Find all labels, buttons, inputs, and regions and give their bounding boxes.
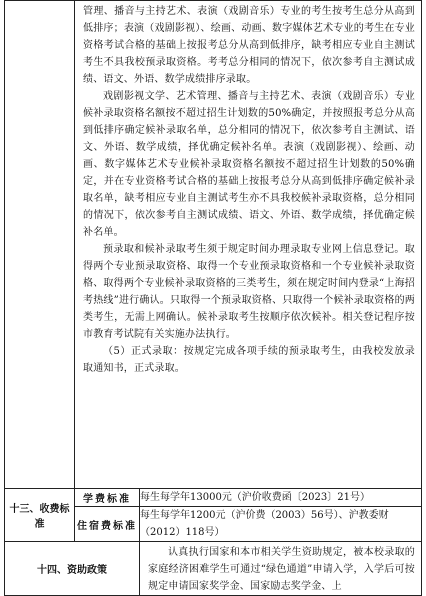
lodging-value: 每生每学年1200元（沪价费（2003）56号）、沪教委财（2012）118号） — [140, 507, 422, 542]
admissions-text-cell — [75, 1, 422, 489]
admissions-paragraph-formal: （5）正式录取：按规定完成各项手续的预录取考生，由我校发放录取通知书，正式录取。 — [83, 346, 415, 374]
blank-label-cell — [5, 1, 75, 489]
admissions-paragraph-registration: 预录取和候补录取考生须于规定时间办理录取专业网上信息登记。取得两个专业预录取资格、取得一个专业预录取资格和一个专业候补录取资格、取得两个专业候补录取资格的三类考生，须在规定时间内登录“上海招考热线”进行确认。只取得一个预录取资格、只取得一个候补录取资格的两类考生，无需上网确认。候补录取考生按顺序依次候补。相关登记程序按市教育考试院有关实施办法执行。 — [83, 244, 415, 340]
admissions-paragraph-waitlist: 戏剧影视文学、艺术管理、播音与主持艺术、表演（戏剧音乐）专业候补录取资格名额按不超过招生计划数的50%确定，并按照报考总分从高到低排序确定候补录取名单，总分相同的情况下，依次参考自主测试、语文、外语、数学成绩，择优确定候补名单。表演（戏剧影视）、绘画、动画、数字媒体艺术专业候补录取资格名额按不超过招生计划数的50%确定，并在专业资格考试合格的基础上按报考总分从高到低排序确定候补录取名单，缺考相应专业自主测试考生亦不具我校候补录取资格，总分相同的情况下，依次参考自主测试成绩、语文、外语、数学成绩，择优确定候补名单。 — [83, 91, 415, 238]
admissions-document-table — [4, 0, 422, 596]
fees-section-label: 十三、收费标准 — [5, 489, 75, 542]
tuition-row — [5, 489, 422, 507]
aid-text-cell — [140, 542, 422, 596]
admissions-text-row — [5, 1, 422, 489]
tuition-label: 学费标准 — [75, 489, 140, 507]
tuition-value: 每生每学年13000元（沪价收费函〔2023〕21号） — [140, 489, 422, 507]
aid-paragraph: 认真执行国家和本市相关学生资助规定，被本校录取的家庭经济困难学生可通过“绿色通道”申请入学，入学后可按规定申请国家奖学金、国家励志奖学金、上 — [148, 547, 415, 592]
lodging-label: 住宿费标准 — [75, 507, 140, 542]
aid-section-label: 十四、资助政策 — [5, 542, 140, 596]
aid-row — [5, 542, 422, 596]
admissions-paragraph-ranking: 管理、播音与主持艺术、表演（戏剧音乐）专业的考生按考生总分从高到低排序；表演（戏剧影视）、绘画、动画、数字媒体艺术专业的考生在专业资格考试合格的基础上按报考总分从高到低排序，缺考相应专业自主测试考生不具我校预录取资格。考考总分相同的情况下，依次参考自主测试成绩、语文、外语、数学成绩排序录取。 — [83, 6, 415, 85]
